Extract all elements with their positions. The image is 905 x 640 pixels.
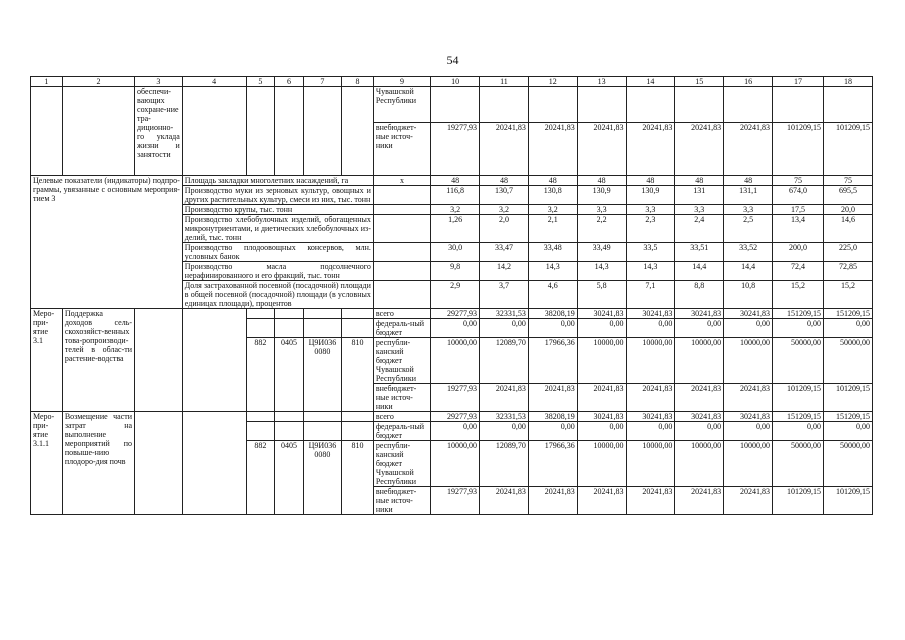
value-cell: 38208,19 bbox=[528, 412, 577, 422]
value-cell: 48 bbox=[577, 176, 626, 186]
value-cell: 30241,83 bbox=[577, 412, 626, 422]
value-cell: 72,4 bbox=[773, 262, 824, 281]
cell-col4 bbox=[182, 309, 246, 412]
indicator-row bbox=[31, 176, 873, 186]
indicators-label: Целевые показатели (индикаторы) подпро-граммы, увязанные с основным мероприя-тием 3 bbox=[31, 176, 183, 309]
value-cell: 30241,83 bbox=[626, 412, 675, 422]
budget-table bbox=[30, 76, 873, 515]
value-cell: 2,0 bbox=[480, 215, 529, 243]
cell-col7 bbox=[303, 87, 341, 176]
value-cell: 695,5 bbox=[823, 186, 872, 205]
funding-source: внебюджет-ные источ-ники bbox=[373, 122, 430, 175]
column-header: 14 bbox=[626, 77, 675, 87]
indicator-x bbox=[373, 215, 430, 243]
value-cell: 3,2 bbox=[431, 205, 480, 215]
cell-col6 bbox=[275, 319, 304, 338]
indicator-name: Площадь закладки многолетних насаждений, га bbox=[182, 176, 373, 186]
value-cell: 0,00 bbox=[675, 422, 724, 441]
value-cell: 0,00 bbox=[626, 319, 675, 338]
cell-col2 bbox=[62, 87, 134, 176]
column-header: 15 bbox=[675, 77, 724, 87]
cell-col6 bbox=[275, 422, 304, 441]
value-cell: 0,00 bbox=[724, 319, 773, 338]
value-cell: 14,4 bbox=[724, 262, 773, 281]
measure-name: Возмещение части затрат на выполнение мероприятий по повыше-нию плодоро-дия почв bbox=[62, 412, 134, 515]
funding-source: республи-канский бюджет Чувашской Республики bbox=[373, 441, 430, 487]
value-cell: 20241,83 bbox=[480, 384, 529, 412]
value-cell: 0,00 bbox=[626, 422, 675, 441]
measure-code: Меро-при-ятие 3.1 bbox=[31, 309, 63, 412]
value-cell: 19277,93 bbox=[431, 122, 480, 175]
value-cell: 48 bbox=[626, 176, 675, 186]
value-cell bbox=[431, 87, 480, 123]
value-cell: 10000,00 bbox=[724, 441, 773, 487]
value-cell: 33,52 bbox=[724, 243, 773, 262]
value-cell: 33,48 bbox=[528, 243, 577, 262]
indicator-x bbox=[373, 281, 430, 309]
value-cell: 20241,83 bbox=[626, 487, 675, 515]
value-cell: 130,7 bbox=[480, 186, 529, 205]
value-cell: 2,5 bbox=[724, 215, 773, 243]
column-header: 17 bbox=[773, 77, 824, 87]
value-cell: 38208,19 bbox=[528, 309, 577, 319]
column-header: 5 bbox=[246, 77, 275, 87]
column-header: 18 bbox=[823, 77, 872, 87]
value-cell: 3,2 bbox=[528, 205, 577, 215]
value-cell: 10000,00 bbox=[431, 441, 480, 487]
value-cell: 30241,83 bbox=[724, 412, 773, 422]
value-cell: 4,6 bbox=[528, 281, 577, 309]
value-cell: 2,4 bbox=[675, 215, 724, 243]
value-cell: 20241,83 bbox=[577, 122, 626, 175]
value-cell: 0,00 bbox=[577, 319, 626, 338]
column-header: 6 bbox=[275, 77, 304, 87]
value-cell: 2,2 bbox=[577, 215, 626, 243]
value-cell: 101209,15 bbox=[823, 487, 872, 515]
column-header: 7 bbox=[303, 77, 341, 87]
budget-code-cs: Ц9И036 0080 bbox=[303, 338, 341, 412]
value-cell: 3,3 bbox=[626, 205, 675, 215]
cell-col3 bbox=[135, 309, 183, 412]
funding-source: республи-канский бюджет Чувашской Республики bbox=[373, 338, 430, 384]
value-cell: 17966,36 bbox=[528, 441, 577, 487]
value-cell: 48 bbox=[480, 176, 529, 186]
value-cell: 30241,83 bbox=[626, 309, 675, 319]
value-cell: 72,85 bbox=[823, 262, 872, 281]
value-cell: 14,4 bbox=[675, 262, 724, 281]
value-cell: 48 bbox=[675, 176, 724, 186]
indicator-name: Производство хлебобулочных изделий, обогащенных микронутриентами, и диетических хлебобулочных из-делий, тыс. тонн bbox=[182, 215, 373, 243]
value-cell: 0,00 bbox=[528, 319, 577, 338]
value-cell bbox=[724, 87, 773, 123]
value-cell: 130,9 bbox=[577, 186, 626, 205]
value-cell: 10000,00 bbox=[675, 338, 724, 384]
value-cell: 3,3 bbox=[724, 205, 773, 215]
value-cell: 20241,83 bbox=[675, 122, 724, 175]
value-cell: 130,9 bbox=[626, 186, 675, 205]
header-row bbox=[31, 77, 873, 87]
value-cell: 10000,00 bbox=[724, 338, 773, 384]
value-cell: 2,9 bbox=[431, 281, 480, 309]
value-cell: 101209,15 bbox=[823, 122, 872, 175]
budget-code-rz: 0405 bbox=[275, 338, 304, 412]
value-cell: 20241,83 bbox=[675, 487, 724, 515]
measure-name: Поддержка доходов сель-скохозяйст-венных това-ропроизводи-телей в облас-ти растение-водства bbox=[62, 309, 134, 412]
budget-code-cs: Ц9И036 0080 bbox=[303, 441, 341, 515]
indicator-name: Производство крупы, тыс. тонн bbox=[182, 205, 373, 215]
value-cell: 14,6 bbox=[823, 215, 872, 243]
cell-col1 bbox=[31, 87, 63, 176]
value-cell: 30,0 bbox=[431, 243, 480, 262]
budget-code-vr: 810 bbox=[342, 338, 374, 412]
indicator-name: Производство плодоовощных консервов, млн. условных банок bbox=[182, 243, 373, 262]
value-cell: 20241,83 bbox=[675, 384, 724, 412]
value-cell: 17,5 bbox=[773, 205, 824, 215]
value-cell bbox=[528, 87, 577, 123]
budget-code-vr: 810 bbox=[342, 441, 374, 515]
value-cell: 33,47 bbox=[480, 243, 529, 262]
table-row bbox=[31, 87, 873, 123]
value-cell: 17966,36 bbox=[528, 338, 577, 384]
value-cell: 12089,70 bbox=[480, 441, 529, 487]
value-cell: 0,00 bbox=[773, 319, 824, 338]
value-cell: 674,0 bbox=[773, 186, 824, 205]
value-cell: 33,51 bbox=[675, 243, 724, 262]
value-cell: 5,8 bbox=[577, 281, 626, 309]
column-header: 9 bbox=[373, 77, 430, 87]
value-cell: 20241,83 bbox=[480, 487, 529, 515]
value-cell: 20241,83 bbox=[724, 122, 773, 175]
value-cell: 30241,83 bbox=[724, 309, 773, 319]
measure-name-continued: обеспечи-вающих сохране-ние тра-диционно-го уклада жизни и занятости bbox=[135, 87, 183, 176]
indicator-x bbox=[373, 243, 430, 262]
column-header: 12 bbox=[528, 77, 577, 87]
value-cell: 14,3 bbox=[528, 262, 577, 281]
value-cell: 151209,15 bbox=[823, 412, 872, 422]
value-cell: 0,00 bbox=[431, 422, 480, 441]
cell-col4 bbox=[182, 412, 246, 515]
column-header: 3 bbox=[135, 77, 183, 87]
value-cell: 0,00 bbox=[480, 319, 529, 338]
value-cell: 19277,93 bbox=[431, 487, 480, 515]
value-cell: 33,5 bbox=[626, 243, 675, 262]
value-cell: 20241,83 bbox=[577, 487, 626, 515]
budget-code-gr: 882 bbox=[246, 441, 275, 515]
cell-col5 bbox=[246, 309, 275, 319]
value-cell: 30241,83 bbox=[577, 309, 626, 319]
measure-code: Меро-при-ятие 3.1.1 bbox=[31, 412, 63, 515]
funding-source: всего bbox=[373, 412, 430, 422]
column-header: 1 bbox=[31, 77, 63, 87]
value-cell: 29277,93 bbox=[431, 309, 480, 319]
value-cell: 0,00 bbox=[480, 422, 529, 441]
value-cell: 12089,70 bbox=[480, 338, 529, 384]
value-cell: 13,4 bbox=[773, 215, 824, 243]
value-cell: 10,8 bbox=[724, 281, 773, 309]
value-cell: 50000,00 bbox=[773, 441, 824, 487]
funding-source: всего bbox=[373, 309, 430, 319]
funding-source: внебюджет-ные источ-ники bbox=[373, 487, 430, 515]
funding-source: федераль-ный бюджет bbox=[373, 319, 430, 338]
value-cell bbox=[675, 87, 724, 123]
column-header: 2 bbox=[62, 77, 134, 87]
cell-col8 bbox=[342, 412, 374, 422]
value-cell bbox=[773, 87, 824, 123]
indicator-x bbox=[373, 186, 430, 205]
indicator-x bbox=[373, 205, 430, 215]
value-cell: 10000,00 bbox=[626, 338, 675, 384]
cell-col5 bbox=[246, 412, 275, 422]
cell-col8 bbox=[342, 309, 374, 319]
funding-source: Чувашской Республики bbox=[373, 87, 430, 123]
value-cell: 116,8 bbox=[431, 186, 480, 205]
value-cell: 32331,53 bbox=[480, 309, 529, 319]
indicator-name: Производство масла подсолнечного нерафинированного и его фракций, тыс. тонн bbox=[182, 262, 373, 281]
value-cell: 200,0 bbox=[773, 243, 824, 262]
value-cell: 50000,00 bbox=[823, 338, 872, 384]
value-cell: 10000,00 bbox=[431, 338, 480, 384]
cell-col5 bbox=[246, 319, 275, 338]
cell-col7 bbox=[303, 422, 341, 441]
value-cell: 151209,15 bbox=[773, 309, 824, 319]
value-cell bbox=[626, 87, 675, 123]
value-cell: 131 bbox=[675, 186, 724, 205]
value-cell: 7,1 bbox=[626, 281, 675, 309]
cell-col7 bbox=[303, 319, 341, 338]
value-cell: 19277,93 bbox=[431, 384, 480, 412]
value-cell: 20241,83 bbox=[626, 122, 675, 175]
cell-col6 bbox=[275, 412, 304, 422]
value-cell: 10000,00 bbox=[626, 441, 675, 487]
value-cell: 50000,00 bbox=[823, 441, 872, 487]
value-cell: 131,1 bbox=[724, 186, 773, 205]
value-cell: 20241,83 bbox=[724, 487, 773, 515]
value-cell: 15,2 bbox=[823, 281, 872, 309]
value-cell: 3,3 bbox=[675, 205, 724, 215]
cell-col4 bbox=[182, 87, 246, 176]
column-header: 8 bbox=[342, 77, 374, 87]
value-cell: 20241,83 bbox=[724, 384, 773, 412]
cell-col5 bbox=[246, 87, 275, 176]
column-header: 13 bbox=[577, 77, 626, 87]
column-header: 11 bbox=[480, 77, 529, 87]
table-row bbox=[31, 412, 873, 422]
value-cell: 101209,15 bbox=[773, 122, 824, 175]
funding-source: внебюджет-ные источ-ники bbox=[373, 384, 430, 412]
value-cell: 151209,15 bbox=[773, 412, 824, 422]
value-cell: 3,3 bbox=[577, 205, 626, 215]
value-cell: 3,2 bbox=[480, 205, 529, 215]
value-cell: 20241,83 bbox=[528, 487, 577, 515]
cell-col8 bbox=[342, 87, 374, 176]
value-cell: 14,2 bbox=[480, 262, 529, 281]
table-row bbox=[31, 309, 873, 319]
value-cell: 48 bbox=[431, 176, 480, 186]
value-cell: 0,00 bbox=[823, 319, 872, 338]
value-cell: 225,0 bbox=[823, 243, 872, 262]
value-cell: 75 bbox=[823, 176, 872, 186]
value-cell: 0,00 bbox=[528, 422, 577, 441]
value-cell: 33,49 bbox=[577, 243, 626, 262]
indicator-x bbox=[373, 262, 430, 281]
funding-source: федераль-ный бюджет bbox=[373, 422, 430, 441]
value-cell: 48 bbox=[528, 176, 577, 186]
value-cell: 48 bbox=[724, 176, 773, 186]
value-cell: 101209,15 bbox=[823, 384, 872, 412]
cell-col7 bbox=[303, 309, 341, 319]
column-header: 10 bbox=[431, 77, 480, 87]
value-cell: 8,8 bbox=[675, 281, 724, 309]
value-cell: 151209,15 bbox=[823, 309, 872, 319]
cell-col6 bbox=[275, 309, 304, 319]
indicator-name: Доля застрахованной посевной (посадочной) площади в общей посевной (посадочной) площади (в условных единицах площади), процентов bbox=[182, 281, 373, 309]
value-cell: 20241,83 bbox=[577, 384, 626, 412]
value-cell: 30241,83 bbox=[675, 309, 724, 319]
budget-code-gr: 882 bbox=[246, 338, 275, 412]
cell-col5 bbox=[246, 422, 275, 441]
value-cell: 14,3 bbox=[626, 262, 675, 281]
value-cell: 101209,15 bbox=[773, 487, 824, 515]
indicator-x: x bbox=[373, 176, 430, 186]
cell-col7 bbox=[303, 412, 341, 422]
value-cell: 15,2 bbox=[773, 281, 824, 309]
value-cell bbox=[823, 87, 872, 123]
value-cell: 20241,83 bbox=[480, 122, 529, 175]
value-cell: 3,7 bbox=[480, 281, 529, 309]
value-cell: 0,00 bbox=[577, 422, 626, 441]
value-cell: 9,8 bbox=[431, 262, 480, 281]
value-cell: 2,1 bbox=[528, 215, 577, 243]
value-cell: 29277,93 bbox=[431, 412, 480, 422]
indicator-name: Производство муки из зерновых культур, овощных и других растительных культур, смеси из них, тыс. тонн bbox=[182, 186, 373, 205]
value-cell: 20241,83 bbox=[626, 384, 675, 412]
value-cell: 75 bbox=[773, 176, 824, 186]
value-cell: 10000,00 bbox=[577, 441, 626, 487]
value-cell: 10000,00 bbox=[675, 441, 724, 487]
value-cell: 0,00 bbox=[773, 422, 824, 441]
value-cell: 50000,00 bbox=[773, 338, 824, 384]
value-cell: 10000,00 bbox=[577, 338, 626, 384]
value-cell bbox=[577, 87, 626, 123]
value-cell: 20241,83 bbox=[528, 122, 577, 175]
value-cell: 20241,83 bbox=[528, 384, 577, 412]
cell-col8 bbox=[342, 422, 374, 441]
value-cell: 101209,15 bbox=[773, 384, 824, 412]
column-header: 4 bbox=[182, 77, 246, 87]
value-cell: 0,00 bbox=[675, 319, 724, 338]
cell-col8 bbox=[342, 319, 374, 338]
value-cell: 130,8 bbox=[528, 186, 577, 205]
value-cell: 2,3 bbox=[626, 215, 675, 243]
column-header: 16 bbox=[724, 77, 773, 87]
value-cell: 20,0 bbox=[823, 205, 872, 215]
value-cell: 0,00 bbox=[724, 422, 773, 441]
value-cell: 0,00 bbox=[823, 422, 872, 441]
value-cell bbox=[480, 87, 529, 123]
cell-col6 bbox=[275, 87, 304, 176]
value-cell: 1,26 bbox=[431, 215, 480, 243]
cell-col3 bbox=[135, 412, 183, 515]
value-cell: 14,3 bbox=[577, 262, 626, 281]
budget-code-rz: 0405 bbox=[275, 441, 304, 515]
value-cell: 0,00 bbox=[431, 319, 480, 338]
page-number: 54 bbox=[446, 53, 459, 67]
value-cell: 30241,83 bbox=[675, 412, 724, 422]
value-cell: 32331,53 bbox=[480, 412, 529, 422]
